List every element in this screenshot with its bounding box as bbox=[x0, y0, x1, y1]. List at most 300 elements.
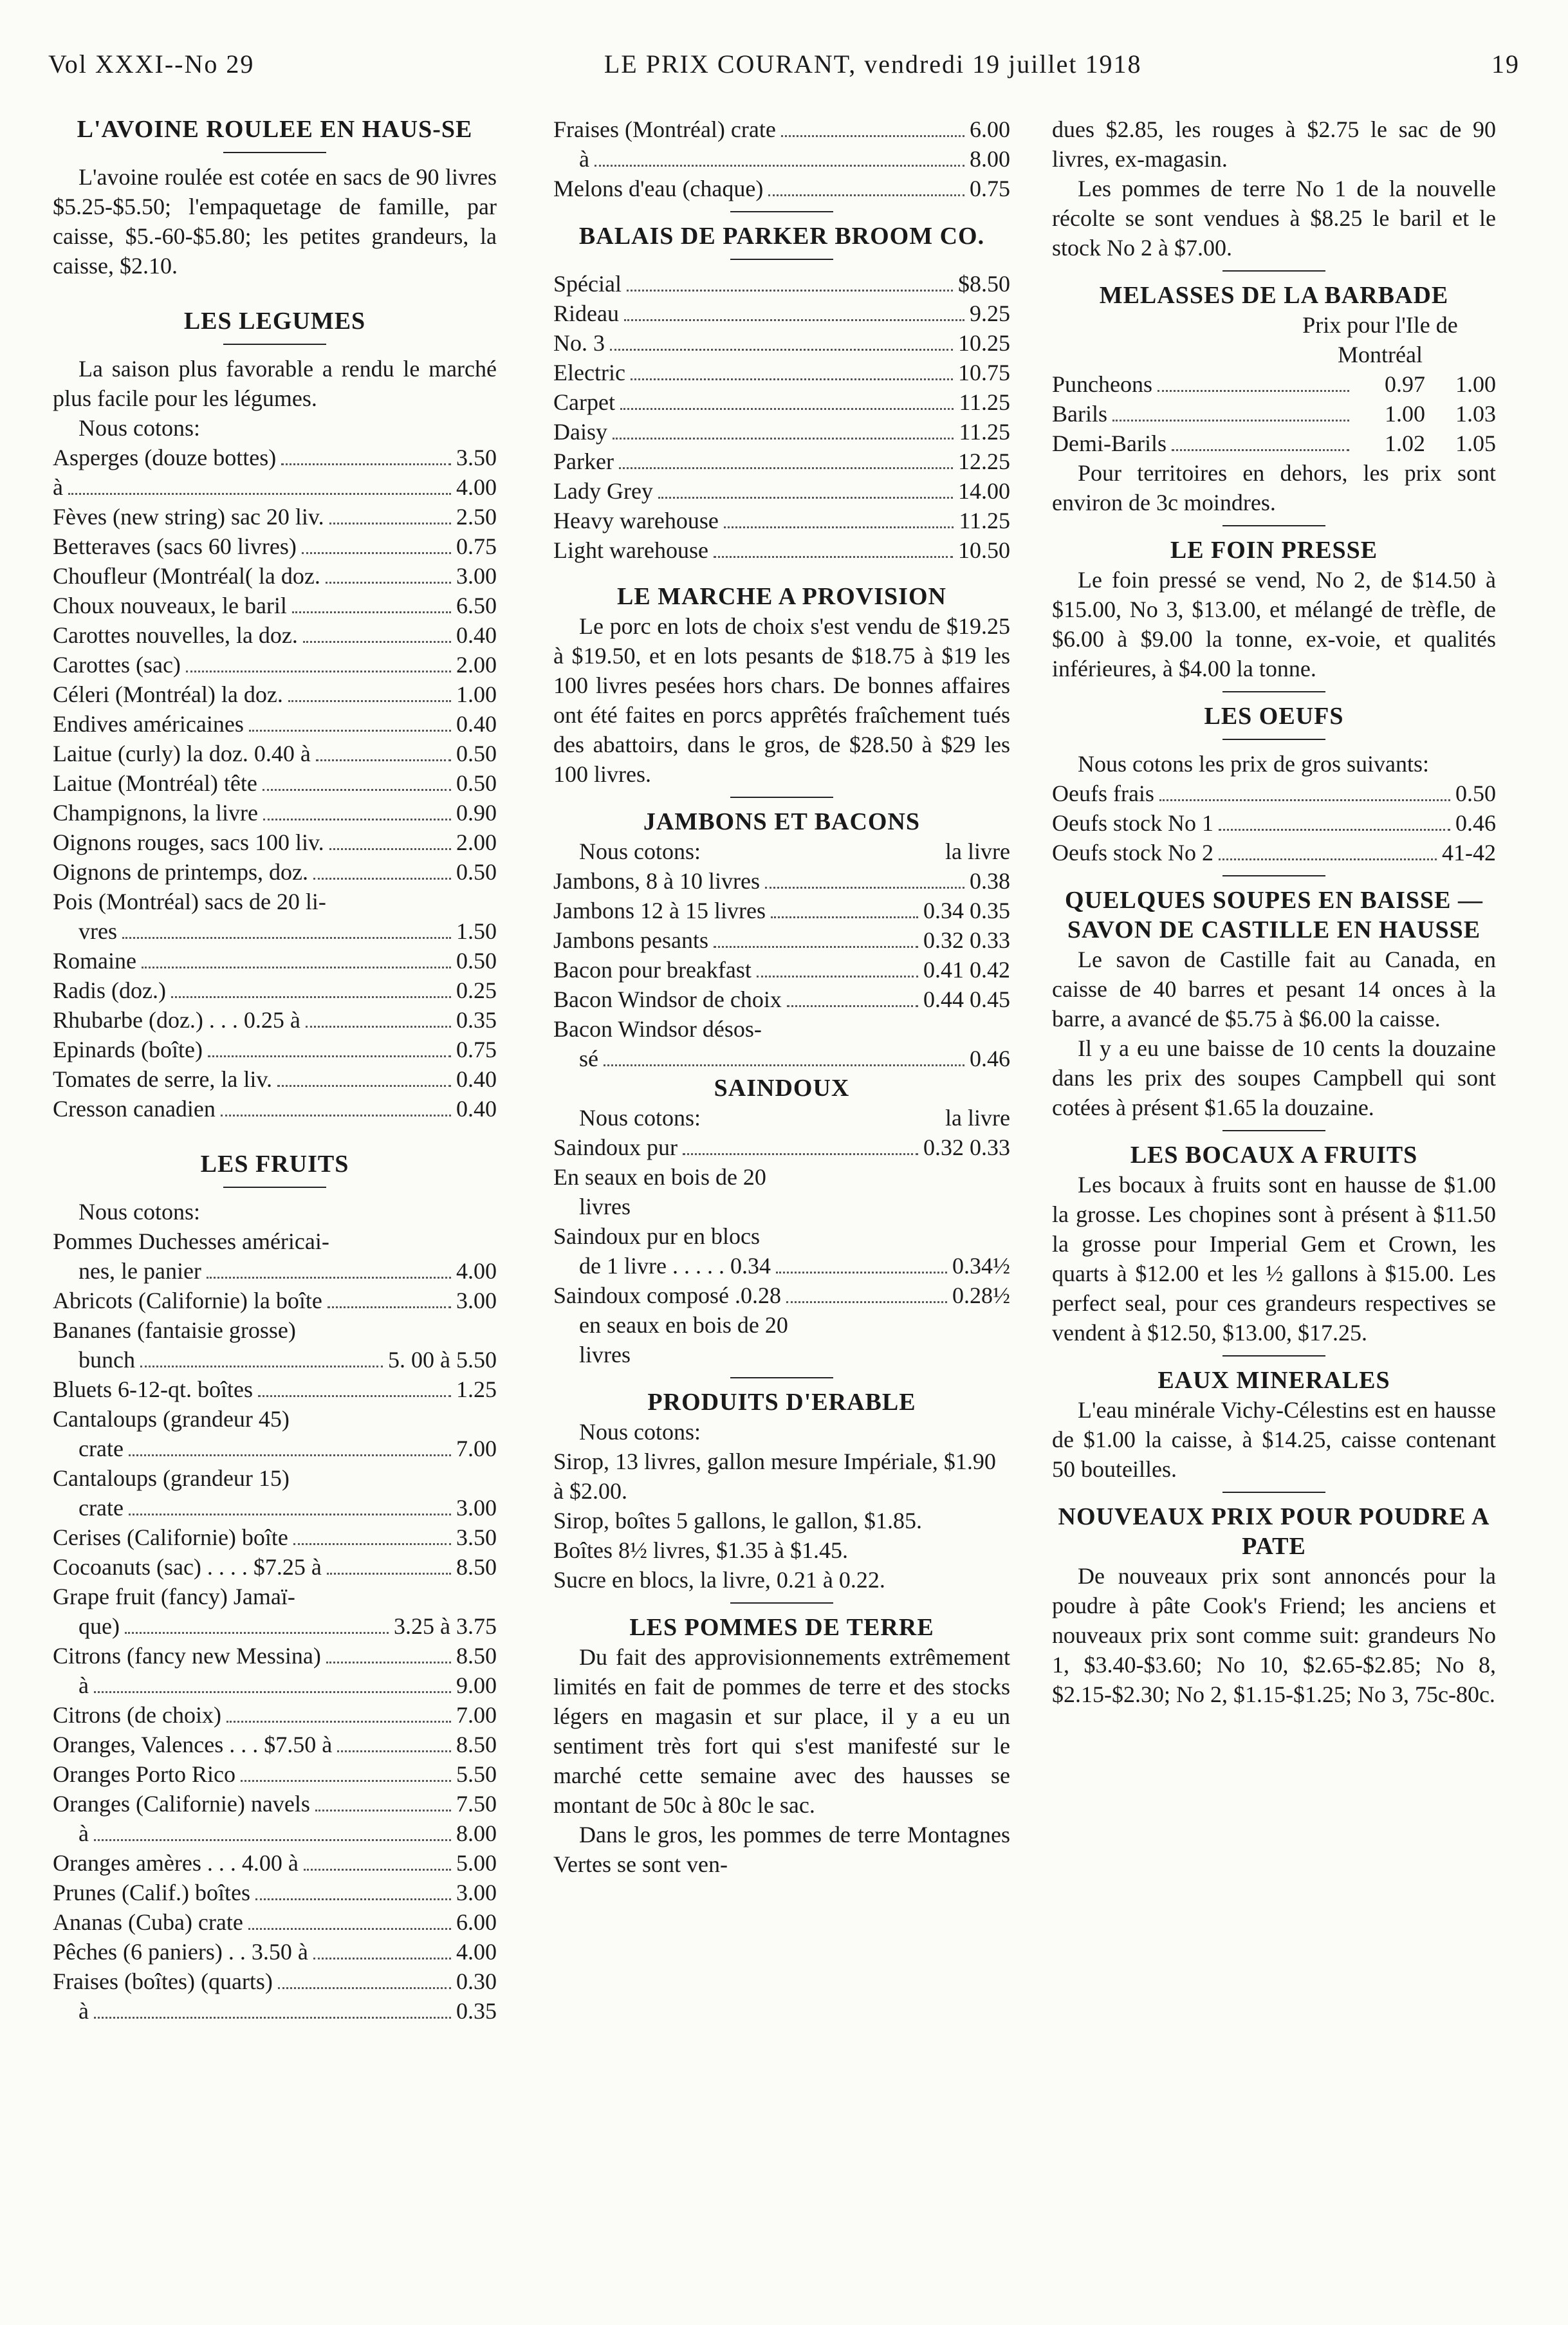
price-row bbox=[553, 358, 1010, 387]
item-name: Romaine bbox=[53, 948, 136, 974]
item-price: 0.50 bbox=[456, 770, 497, 796]
quote-header bbox=[553, 837, 1010, 866]
leader-dots bbox=[226, 1721, 451, 1723]
item-name: Betteraves (sacs 60 livres) bbox=[53, 533, 297, 559]
item-price: 8.50 bbox=[456, 1643, 497, 1669]
leader-dots bbox=[122, 937, 451, 939]
price-line: Sirop, boîtes 5 gallons, le gallon, $1.85. bbox=[553, 1508, 922, 1533]
section-text: Les bocaux à fruits sont en hausse de $1.00 la grosse. Les chopines sont à présent à $11.50 la grosse pour Imperial Gem et Crown, les quarts à $12.00 et les ½ gallons à $15.00. Les perfect seal, pour ces grandeurs respectives se vendent à $12.50, $13.00, $17.25. bbox=[1052, 1172, 1496, 1346]
leader-dots bbox=[315, 1810, 451, 1811]
item-price: 0.32 0.33 bbox=[923, 1135, 1010, 1160]
price-row bbox=[53, 502, 497, 532]
item-price: 3.00 bbox=[456, 1880, 497, 1905]
leader-dots bbox=[724, 526, 954, 528]
price-row bbox=[53, 1996, 497, 2026]
quote-label: Nous cotons: bbox=[579, 838, 701, 864]
item-name: Pommes Duchesses américai- bbox=[53, 1228, 329, 1254]
leader-dots bbox=[316, 759, 451, 761]
section-title: LE MARCHE A PROVISION bbox=[617, 583, 946, 610]
item-name: que) bbox=[78, 1613, 120, 1639]
divider bbox=[1222, 525, 1325, 526]
leader-dots bbox=[140, 1366, 383, 1367]
price-a: 1.02 bbox=[1385, 431, 1425, 456]
item-price: 6.00 bbox=[456, 1909, 497, 1935]
item-name: Pêches (6 paniers) . . 3.50 à bbox=[53, 1939, 308, 1965]
quote-header bbox=[553, 1103, 1010, 1133]
item-price: 0.35 bbox=[456, 1998, 497, 2024]
item-name: sé bbox=[579, 1046, 598, 1071]
section-text: Le savon de Castille fait au Canada, en caisse de 40 barres et pesant 14 onces à la barre, a avancé de $5.75 à $6.00 la caisse. bbox=[1052, 947, 1496, 1032]
section-title: NOUVEAUX PRIX POUR POUDRE A PATE bbox=[1058, 1503, 1490, 1560]
leader-dots bbox=[258, 1395, 451, 1397]
leader-dots bbox=[714, 946, 918, 948]
divider bbox=[1222, 1355, 1325, 1357]
item-name: Parker bbox=[553, 449, 614, 474]
section-title: QUELQUES SOUPES EN BAISSE — SAVON DE CASTILLE EN HAUSSE bbox=[1065, 887, 1483, 943]
price-row bbox=[553, 299, 1010, 328]
item-name: vres bbox=[78, 918, 117, 944]
section-erable bbox=[553, 1387, 1010, 1595]
item-price: 4.00 bbox=[456, 1258, 497, 1284]
item-name: Citrons (de choix) bbox=[53, 1702, 221, 1728]
leader-dots bbox=[142, 967, 451, 968]
price-row bbox=[53, 887, 497, 916]
section-balais bbox=[553, 221, 1010, 565]
leader-dots bbox=[604, 1064, 964, 1066]
price-row bbox=[53, 1789, 497, 1819]
column-3 bbox=[1052, 115, 1496, 1709]
item-price: 3.50 bbox=[456, 1524, 497, 1550]
item-price: 0.46 bbox=[1455, 810, 1496, 836]
item-name: à bbox=[78, 1672, 89, 1698]
price-row bbox=[53, 1094, 497, 1124]
section-title: L'AVOINE ROULEE EN HAUS-SE bbox=[77, 116, 473, 143]
item-price: 0.41 0.42 bbox=[923, 957, 1010, 983]
divider bbox=[1222, 1130, 1325, 1131]
section-text: De nouveaux prix sont annoncés pour la poudre à pâte Cook's Friend; les anciens et nouveaux prix sont comme suit: grandeurs No 1, $3.40-$3.60; No 10, $2.65-$2.85; No 8, $2.15-$2.30; No 2, $1.15-$1.25; No 3, 75c-80c. bbox=[1052, 1563, 1496, 1707]
item-name: Saindoux composé .0.28 bbox=[553, 1283, 781, 1308]
item-price: 0.75 bbox=[970, 176, 1010, 201]
item-name: Cerises (Californie) boîte bbox=[53, 1524, 288, 1550]
divider bbox=[223, 1187, 326, 1188]
item-price: 0.40 bbox=[456, 1066, 497, 1092]
item-name: Céleri (Montréal) la doz. bbox=[53, 681, 283, 707]
price-line: Sucre en blocs, la livre, 0.21 à 0.22. bbox=[553, 1567, 885, 1593]
quote-label: Nous cotons: bbox=[78, 415, 200, 441]
leader-dots bbox=[94, 1839, 451, 1841]
section-title: LES BOCAUX A FRUITS bbox=[1130, 1142, 1418, 1169]
price-row bbox=[53, 1345, 497, 1375]
item-price: 11.25 bbox=[959, 508, 1010, 533]
leader-dots bbox=[221, 1115, 451, 1116]
section-poudre bbox=[1052, 1502, 1496, 1709]
item-name: à bbox=[53, 474, 63, 500]
leader-dots bbox=[327, 1573, 451, 1575]
item-name: Fraises (Montréal) crate bbox=[553, 116, 776, 142]
price-row bbox=[53, 1907, 497, 1937]
item-price: 0.50 bbox=[456, 859, 497, 885]
leader-dots bbox=[241, 1780, 451, 1782]
price-row bbox=[553, 476, 1010, 506]
price-row bbox=[53, 472, 497, 502]
price-list bbox=[553, 269, 1010, 565]
item-name: Saindoux pur en blocs bbox=[553, 1223, 760, 1249]
item-name: Oranges (Californie) navels bbox=[53, 1791, 310, 1817]
section-oeufs bbox=[1052, 701, 1496, 867]
price-list bbox=[53, 443, 497, 1124]
price-row bbox=[53, 1848, 497, 1878]
section-title: LES LEGUMES bbox=[183, 308, 366, 335]
leader-dots bbox=[768, 194, 964, 196]
item-name: Lady Grey bbox=[553, 478, 653, 504]
item-price: 0.46 bbox=[970, 1046, 1010, 1071]
price-list bbox=[553, 115, 1010, 203]
leader-dots bbox=[288, 700, 451, 702]
leader-dots bbox=[302, 552, 451, 554]
item-name: Laitue (curly) la doz. 0.40 à bbox=[53, 741, 311, 766]
item-price: 7.00 bbox=[456, 1702, 497, 1728]
price-list bbox=[53, 1227, 497, 2026]
price-row bbox=[53, 946, 497, 976]
price-row bbox=[53, 828, 497, 857]
item-name: Oranges amères . . . 4.00 à bbox=[53, 1850, 299, 1876]
divider bbox=[730, 259, 833, 260]
section-fruits bbox=[53, 1149, 497, 2026]
price-row bbox=[53, 650, 497, 680]
item-price: 3.00 bbox=[456, 1495, 497, 1521]
section-text: Nous cotons les prix de gros suivants: bbox=[1078, 751, 1429, 777]
item-price: 0.32 0.33 bbox=[923, 927, 1010, 953]
leader-dots bbox=[624, 319, 964, 321]
price-list bbox=[553, 866, 1010, 1073]
divider bbox=[730, 1377, 833, 1378]
item-price: 0.50 bbox=[456, 741, 497, 766]
price-row bbox=[53, 1315, 497, 1345]
divider bbox=[1222, 691, 1325, 692]
leader-dots bbox=[255, 1898, 451, 1900]
item-name: livres bbox=[579, 1342, 631, 1367]
item-price: 0.75 bbox=[456, 1037, 497, 1062]
item-price: 2.00 bbox=[456, 652, 497, 678]
leader-dots bbox=[306, 1026, 451, 1028]
leader-dots bbox=[683, 1153, 918, 1155]
item-name: Citrons (fancy new Messina) bbox=[53, 1643, 321, 1669]
leader-dots bbox=[68, 493, 451, 495]
item-price: 0.40 bbox=[456, 711, 497, 737]
item-price: 5.50 bbox=[456, 1761, 497, 1787]
price-row bbox=[553, 925, 1010, 955]
price-b: 1.03 bbox=[1455, 401, 1496, 427]
section-title: EAUX MINERALES bbox=[1158, 1367, 1390, 1394]
leader-dots bbox=[610, 349, 953, 351]
unit-label: la livre bbox=[945, 1105, 1010, 1131]
price-row bbox=[53, 1611, 497, 1641]
price-row bbox=[53, 591, 497, 620]
section-title: SAINDOUX bbox=[714, 1075, 850, 1102]
item-price: 8.50 bbox=[456, 1554, 497, 1580]
price-list bbox=[1052, 779, 1496, 867]
price-row bbox=[53, 1434, 497, 1463]
section-text: Le porc en lots de choix s'est vendu de $19.25 à $19.50, et en lots pesants de $18.75 à $19 les 100 livres pesées hors chars. De bonnes affaires ont été faites en porcs apprêtés fraîchement tués des abattoirs, dans le gros, de $28.50 à $29 les 100 livres. bbox=[553, 613, 1010, 787]
item-price: 41-42 bbox=[1442, 840, 1496, 866]
item-price: 3.00 bbox=[456, 1288, 497, 1313]
price-row bbox=[53, 1967, 497, 1996]
leader-dots bbox=[171, 996, 451, 998]
price-row bbox=[53, 1256, 497, 1286]
item-name: Jambons, 8 à 10 livres bbox=[553, 868, 760, 894]
price-row bbox=[53, 1463, 497, 1493]
price-row bbox=[53, 739, 497, 768]
price-row bbox=[553, 1221, 1010, 1251]
price-row bbox=[53, 709, 497, 739]
price-row bbox=[53, 620, 497, 650]
section-jambons bbox=[553, 807, 1010, 1073]
item-price: 0.25 bbox=[456, 977, 497, 1003]
price-row bbox=[53, 768, 497, 798]
price-row bbox=[53, 561, 497, 591]
price-row bbox=[53, 1671, 497, 1700]
leader-dots bbox=[249, 730, 451, 732]
section-pommes-terre bbox=[553, 1613, 1010, 1879]
price-row bbox=[553, 417, 1010, 447]
leader-dots bbox=[787, 1005, 918, 1007]
divider bbox=[730, 797, 833, 798]
leader-dots bbox=[94, 2017, 451, 2019]
item-price: 9.25 bbox=[970, 301, 1010, 326]
price-row bbox=[53, 1523, 497, 1552]
leader-dots bbox=[326, 1662, 451, 1663]
price-row bbox=[53, 916, 497, 946]
item-price: 2.00 bbox=[456, 829, 497, 855]
item-price: 11.25 bbox=[959, 419, 1010, 445]
item-price: 4.00 bbox=[456, 1939, 497, 1965]
price-row bbox=[53, 1552, 497, 1582]
item-name: No. 3 bbox=[553, 330, 605, 356]
leader-dots bbox=[293, 1543, 451, 1545]
item-name: de 1 livre . . . . . 0.34 bbox=[579, 1253, 771, 1279]
price-row bbox=[53, 1700, 497, 1730]
section-text: Dans le gros, les pommes de terre Montagnes Vertes se sont ven- bbox=[553, 1822, 1010, 1877]
item-name: Cresson canadien bbox=[53, 1096, 216, 1122]
leader-dots bbox=[613, 438, 954, 440]
section-text: La saison plus favorable a rendu le marché plus facile pour les légumes. bbox=[53, 356, 497, 411]
item-name: Oeufs stock No 1 bbox=[1052, 810, 1213, 836]
item-price: 5. 00 à 5.50 bbox=[388, 1347, 497, 1373]
item-name: Cantaloups (grandeur 15) bbox=[53, 1465, 290, 1491]
section-title: LES POMMES DE TERRE bbox=[629, 1614, 934, 1641]
section-text: Du fait des approvisionnements extrêmement limités en fait de pommes de terre et des stocks légers en magasin et sur place, il y a eu un sentiment très fort qui s'est manifesté sur le marché cette semaine avec des hausses se montant de 50c à 80c le sac. bbox=[553, 1644, 1010, 1818]
item-price: 0.28½ bbox=[952, 1283, 1010, 1308]
divider bbox=[1222, 739, 1325, 740]
item-name: à bbox=[78, 1820, 89, 1846]
price-row bbox=[53, 1759, 497, 1789]
item-name: Fraises (boîtes) (quarts) bbox=[53, 1968, 273, 1994]
leader-dots bbox=[765, 887, 964, 889]
column-1 bbox=[53, 115, 497, 2026]
leader-dots bbox=[303, 641, 451, 643]
price-row bbox=[553, 1192, 1010, 1221]
item-name: Laitue (Montréal) tête bbox=[53, 770, 257, 796]
row-name: Demi-Barils bbox=[1052, 431, 1167, 456]
column-2 bbox=[553, 115, 1010, 1879]
leader-dots bbox=[304, 1869, 451, 1871]
item-name: Cantaloups (grandeur 45) bbox=[53, 1406, 290, 1432]
item-price: 10.75 bbox=[958, 360, 1010, 385]
item-name: à bbox=[579, 146, 589, 172]
item-name: Pois (Montréal) sacs de 20 li- bbox=[53, 889, 326, 914]
item-name: Prunes (Calif.) boîtes bbox=[53, 1880, 250, 1905]
leader-dots bbox=[658, 497, 953, 499]
section-soupes bbox=[1052, 885, 1496, 1122]
item-name: Carpet bbox=[553, 389, 615, 415]
item-price: 0.50 bbox=[456, 948, 497, 974]
price-row bbox=[53, 1819, 497, 1848]
item-name: bunch bbox=[78, 1347, 135, 1373]
divider bbox=[223, 344, 326, 345]
section-title: LES FRUITS bbox=[200, 1151, 349, 1178]
leader-dots bbox=[714, 556, 953, 558]
quote-label: Nous cotons: bbox=[78, 1199, 200, 1225]
price-b: 1.05 bbox=[1455, 431, 1496, 456]
price-a: 1.00 bbox=[1385, 401, 1425, 427]
price-row bbox=[553, 1310, 1010, 1340]
item-name: Light warehouse bbox=[553, 537, 708, 563]
leader-dots bbox=[129, 1454, 451, 1456]
item-name: Carottes nouvelles, la doz. bbox=[53, 622, 298, 648]
leader-dots bbox=[771, 916, 918, 918]
price-row bbox=[553, 1251, 1010, 1281]
item-price: 0.34 0.35 bbox=[923, 898, 1010, 923]
item-price: $8.50 bbox=[958, 271, 1010, 297]
price-row bbox=[553, 1014, 1010, 1044]
price-row bbox=[553, 1281, 1010, 1310]
leader-dots bbox=[94, 1691, 451, 1693]
item-name: Abricots (Californie) la boîte bbox=[53, 1288, 322, 1313]
leader-dots bbox=[263, 819, 451, 820]
leader-dots bbox=[329, 848, 451, 850]
item-name: Saindoux pur bbox=[553, 1135, 678, 1160]
item-price: 1.25 bbox=[456, 1376, 497, 1402]
leader-dots bbox=[281, 463, 451, 465]
item-price: 14.00 bbox=[958, 478, 1010, 504]
price-row bbox=[53, 1730, 497, 1759]
price-row bbox=[553, 896, 1010, 925]
item-price: 7.00 bbox=[456, 1436, 497, 1461]
price-row bbox=[553, 955, 1010, 985]
quote-label: Nous cotons: bbox=[579, 1419, 701, 1445]
price-list bbox=[553, 1133, 1010, 1369]
item-name: Jambons pesants bbox=[553, 927, 708, 953]
item-name: Grape fruit (fancy) Jamaï- bbox=[53, 1584, 295, 1609]
item-name: Endives américaines bbox=[53, 711, 244, 737]
leader-dots bbox=[248, 1928, 451, 1930]
price-row bbox=[553, 328, 1010, 358]
leader-dots bbox=[620, 408, 954, 410]
item-name: Bacon Windsor désos- bbox=[553, 1016, 762, 1042]
section-title: LE FOIN PRESSE bbox=[1170, 537, 1378, 564]
leader-dots bbox=[781, 135, 964, 137]
divider bbox=[730, 211, 833, 212]
leader-dots bbox=[263, 789, 451, 791]
item-name: Electric bbox=[553, 360, 625, 385]
section-text: Le foin pressé se vend, No 2, de $14.50 à $15.00, No 3, $13.00, et mélangé de trèfle, de $6.00 à $9.00 la tonne, ex-voie, et qualités inférieures, à $4.00 la tonne. bbox=[1052, 567, 1496, 681]
price-line: Boîtes 8½ livres, $1.35 à $1.45. bbox=[553, 1537, 848, 1563]
molasses-table bbox=[1052, 369, 1496, 458]
price-row bbox=[53, 1005, 497, 1035]
publication-title: LE PRIX COURANT, vendredi 19 juillet 1918 bbox=[604, 50, 1142, 79]
item-price: 3.50 bbox=[456, 445, 497, 470]
table-row bbox=[1052, 399, 1496, 429]
price-row bbox=[553, 144, 1010, 174]
item-price: 0.38 bbox=[970, 868, 1010, 894]
leader-dots bbox=[207, 1277, 451, 1279]
item-price: 10.50 bbox=[958, 537, 1010, 563]
price-row bbox=[553, 115, 1010, 144]
item-price: 2.50 bbox=[456, 504, 497, 530]
leader-dots bbox=[125, 1632, 389, 1634]
price-row bbox=[553, 506, 1010, 535]
price-row bbox=[553, 174, 1010, 203]
leader-dots bbox=[1219, 829, 1450, 831]
price-row bbox=[553, 447, 1010, 476]
item-name: Asperges (douze bottes) bbox=[53, 445, 277, 470]
item-name: Bluets 6-12-qt. boîtes bbox=[53, 1376, 253, 1402]
price-row bbox=[53, 1404, 497, 1434]
price-row bbox=[553, 985, 1010, 1014]
leader-dots bbox=[292, 611, 451, 613]
row-name: Barils bbox=[1052, 401, 1107, 427]
section-title: MELASSES DE LA BARBADE bbox=[1099, 282, 1449, 309]
page-number: 19 bbox=[1491, 50, 1520, 79]
item-name: Ananas (Cuba) crate bbox=[53, 1909, 243, 1935]
leader-dots bbox=[129, 1514, 451, 1515]
section-foin bbox=[1052, 535, 1496, 683]
item-name: Radis (doz.) bbox=[53, 977, 166, 1003]
table-row bbox=[1052, 369, 1496, 399]
price-row bbox=[53, 1375, 497, 1404]
section-text: dues $2.85, les rouges à $2.75 le sac de 90 livres, ex-magasin. bbox=[1052, 116, 1496, 172]
price-row bbox=[53, 1227, 497, 1256]
price-row bbox=[553, 1162, 1010, 1192]
section-bocaux bbox=[1052, 1140, 1496, 1348]
price-row bbox=[1052, 808, 1496, 838]
item-name: Oeufs stock No 2 bbox=[1052, 840, 1213, 866]
item-price: 0.30 bbox=[456, 1968, 497, 1994]
item-name: Tomates de serre, la liv. bbox=[53, 1066, 273, 1092]
price-row bbox=[553, 269, 1010, 299]
item-price: 11.25 bbox=[959, 389, 1010, 415]
price-row bbox=[53, 1286, 497, 1315]
item-name: Bacon pour breakfast bbox=[553, 957, 752, 983]
divider bbox=[1222, 875, 1325, 876]
price-row bbox=[553, 1044, 1010, 1073]
item-name: Rideau bbox=[553, 301, 619, 326]
item-price: 7.50 bbox=[456, 1791, 497, 1817]
item-name: Jambons 12 à 15 livres bbox=[553, 898, 766, 923]
item-name: en seaux en bois de 20 bbox=[579, 1312, 788, 1338]
leader-dots bbox=[619, 467, 953, 469]
section-title: BALAIS DE PARKER BROOM CO. bbox=[578, 223, 985, 250]
section-text: Les pommes de terre No 1 de la nouvelle récolte se sont vendues à $8.25 le baril et le stock No 2 à $7.00. bbox=[1052, 176, 1496, 261]
item-price: 0.44 0.45 bbox=[923, 987, 1010, 1012]
item-price: 6.00 bbox=[970, 116, 1010, 142]
price-row bbox=[53, 1035, 497, 1064]
price-subhead: Prix pour l'Ile de Montréal bbox=[1302, 312, 1458, 367]
price-row bbox=[53, 532, 497, 561]
leader-dots bbox=[1159, 799, 1450, 801]
item-price: 0.34½ bbox=[952, 1253, 1010, 1279]
item-price: 9.00 bbox=[456, 1672, 497, 1698]
